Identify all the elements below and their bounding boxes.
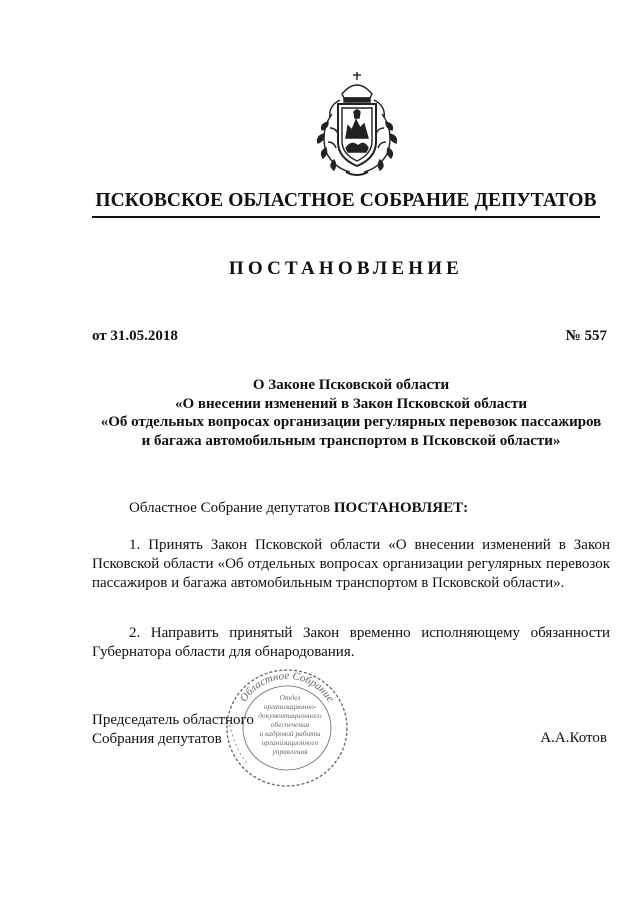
- subject-line: «Об отдельных вопросах организации регулярных перевозок пассажиров: [100, 414, 602, 430]
- subject-line: О Законе Псковской области: [252, 377, 450, 393]
- svg-text:Областное Собрание: Областное Собрание: [237, 669, 337, 705]
- subject-line: «О внесении изменений в Закон Псковской области: [175, 395, 527, 412]
- preamble-emphasis: ПОСТАНОВЛЯЕТ:: [333, 500, 469, 516]
- signer-position-line: Собрания депутатов: [92, 731, 222, 747]
- subject-line: и багажа автомобильным транспортом в Псковской области»: [141, 432, 561, 449]
- document-subject: [92, 376, 610, 450]
- resolution-item-2: 2. Направить принятый Закон временно исполняющему обязанности Губернатора области для обнародования.: [92, 625, 610, 660]
- svg-text:организационно-: организационно-: [263, 702, 317, 711]
- organization-title: ПСКОВСКОЕ ОБЛАСТНОЕ СОБРАНИЕ ДЕПУТАТОВ: [95, 190, 597, 211]
- svg-text:документационного: документационного: [258, 711, 322, 720]
- coat-of-arms-icon: [296, 68, 418, 180]
- preamble-text: Областное Собрание депутатов: [129, 500, 334, 516]
- document-type: ПОСТАНОВЛЕНИЕ: [228, 258, 464, 279]
- svg-text:Отдел: Отдел: [279, 693, 301, 702]
- title-divider: [92, 216, 600, 218]
- document-date: от 31.05.2018: [92, 328, 178, 344]
- svg-text:управления: управления: [272, 747, 308, 756]
- svg-text:и кадровой работы: и кадровой работы: [259, 729, 321, 738]
- office-stamp-icon: [218, 660, 356, 790]
- signer-position-line: Председатель областного: [92, 712, 254, 728]
- resolution-item-1: 1. Принять Закон Псковской области «О внесении изменений в Закон Псковской области «Об отдельных вопросах организации регулярных перевозок пассажиров и багажа автомобильным транспортом в Псковской области».: [92, 537, 610, 591]
- svg-text:обеспечения: обеспечения: [270, 720, 310, 729]
- svg-text:организационного: организационного: [261, 738, 319, 747]
- signer-name: А.А.Котов: [540, 730, 607, 746]
- preamble: [129, 500, 468, 517]
- document-number: № 557: [565, 328, 607, 344]
